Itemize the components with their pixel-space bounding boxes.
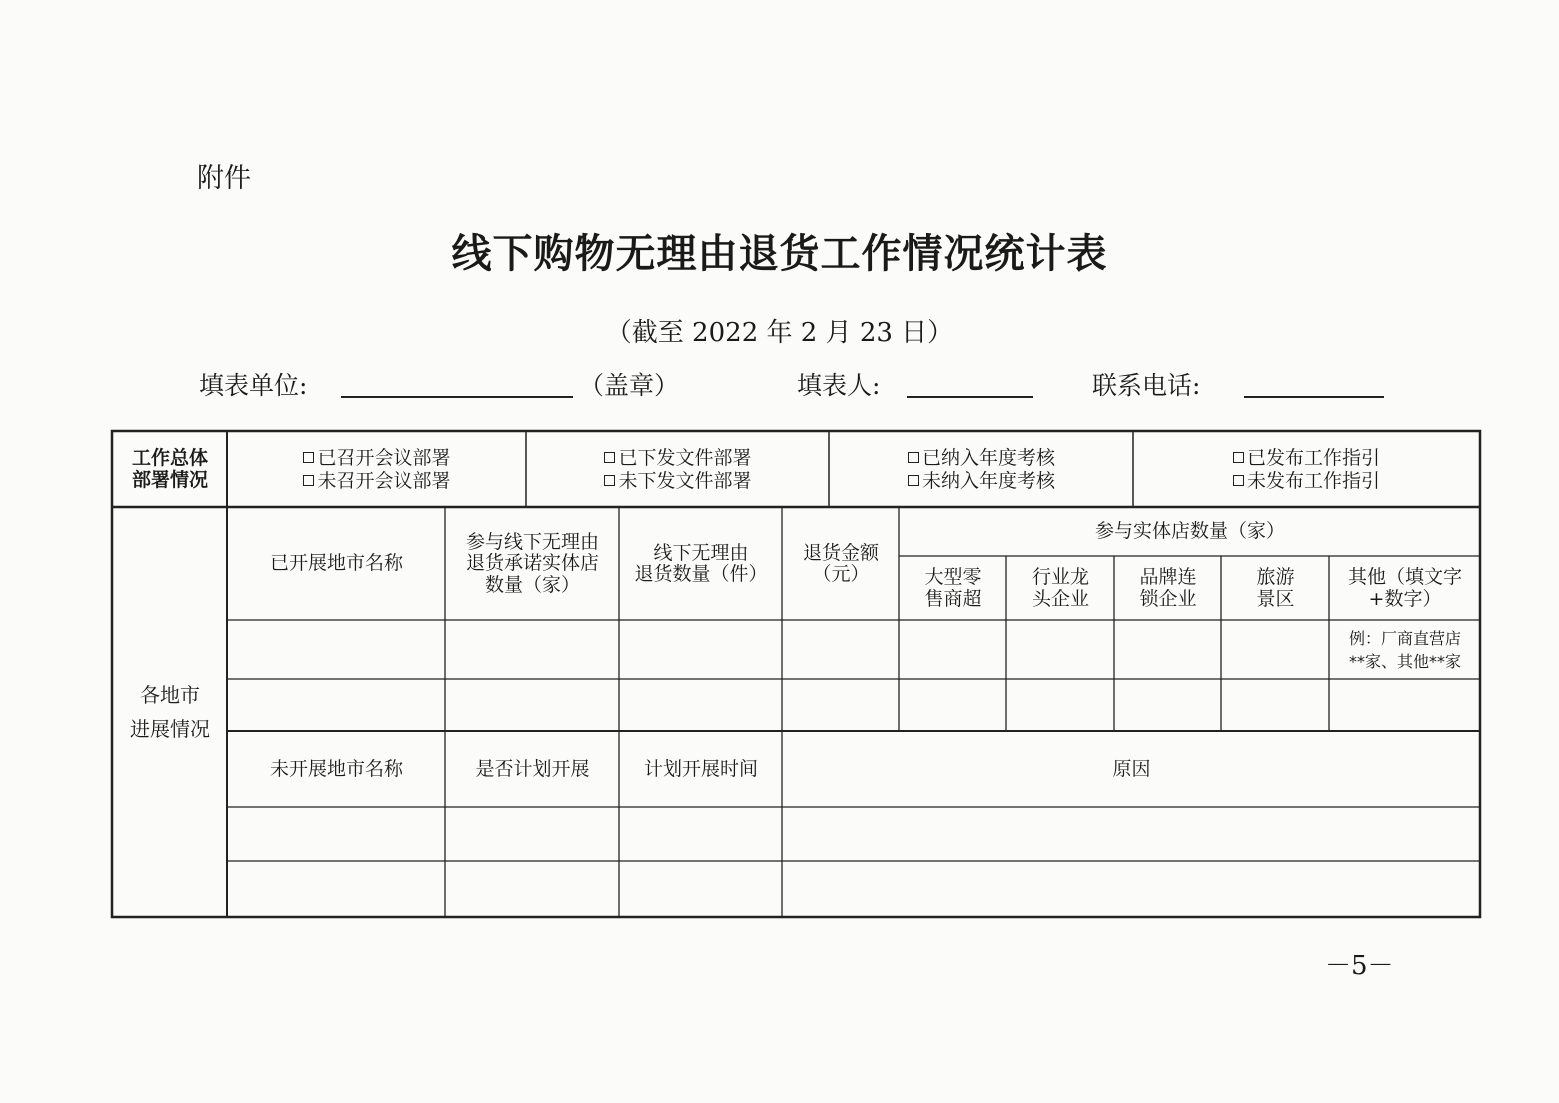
example-note: 例：厂商直营店 **家、其他**家 [1348,628,1461,671]
col-not-started-city: 未开展地市名称 [269,757,403,780]
page-number: －5－ [1325,951,1394,981]
unit-field[interactable] [341,396,573,398]
seal-label: （盖章） [579,371,680,400]
date-subtitle: （截至 2022 年 2 月 23 日） [605,318,954,348]
industry-leader-cell[interactable] [1008,622,1113,678]
deployment-header: 工作总体 部署情况 [131,447,208,491]
deployment-option-meeting [229,433,525,506]
started-city-cell[interactable] [229,681,444,730]
checkbox-icon[interactable] [908,475,919,486]
plan-time-cell[interactable] [621,809,781,860]
checkbox-icon[interactable] [604,452,615,463]
scenic-cell[interactable] [1223,622,1328,678]
checkbox-icon[interactable] [1233,452,1244,463]
committed-stores-cell[interactable] [447,622,618,678]
col-plan-time: 计划开展时间 [643,757,758,780]
page-title: 线下购物无理由退货工作情况统计表 [451,230,1108,277]
col-large-retail: 大型零 售商超 [924,566,982,610]
option-guideline-no[interactable]: 未发布工作指引 [1233,470,1380,493]
progress-header: 各地市 进展情况 [130,683,210,741]
checkbox-icon[interactable] [1233,475,1244,486]
deployment-option-document [528,433,828,506]
option-document-yes[interactable]: 已下发文件部署 [604,447,751,470]
not-started-city-cell[interactable] [229,809,444,860]
large-retail-cell[interactable] [901,681,1005,730]
planned-cell[interactable] [447,863,618,915]
committed-stores-cell[interactable] [447,681,618,730]
deployment-option-guideline [1135,433,1478,506]
planned-cell[interactable] [447,809,618,860]
option-meeting-no[interactable]: 未召开会议部署 [303,470,450,493]
returns-count-cell[interactable] [621,622,781,678]
filler-field[interactable] [907,396,1033,398]
brand-chain-cell[interactable] [1116,681,1220,730]
option-document-no[interactable]: 未下发文件部署 [604,470,751,493]
option-assessment-no[interactable]: 未纳入年度考核 [908,470,1055,493]
brand-chain-cell[interactable] [1116,622,1220,678]
col-started-city: 已开展地市名称 [269,552,403,575]
col-reason: 原因 [1112,757,1151,780]
reason-cell[interactable] [784,863,1479,915]
checkbox-icon[interactable] [303,475,314,486]
col-brand-chain: 品牌连 锁企业 [1139,566,1197,610]
checkbox-icon[interactable] [604,475,615,486]
returns-count-cell[interactable] [621,681,781,730]
phone-label: 联系电话: [1092,371,1201,400]
reason-cell[interactable] [784,809,1479,860]
unit-label: 填表单位: [199,371,308,400]
option-guideline-yes[interactable]: 已发布工作指引 [1233,447,1380,470]
col-scenic: 旅游 景区 [1256,566,1295,610]
col-planned: 是否计划开展 [475,757,590,780]
col-returns-count: 线下无理由 退货数量（件） [634,541,768,585]
col-return-amount: 退货金额 （元） [802,541,879,585]
attachment-label: 附件 [197,163,251,194]
col-committed-stores: 参与线下无理由 退货承诺实体店 数量（家） [465,531,599,596]
started-city-cell[interactable] [229,622,444,678]
other-cell[interactable] [1331,681,1479,730]
return-amount-cell[interactable] [784,681,898,730]
return-amount-cell[interactable] [784,622,898,678]
col-industry-leader: 行业龙 头企业 [1031,566,1089,610]
deployment-option-assessment [831,433,1132,506]
industry-leader-cell[interactable] [1008,681,1113,730]
col-other: 其他（填文字 +数字） [1347,566,1462,610]
plan-time-cell[interactable] [621,863,781,915]
scenic-cell[interactable] [1223,681,1328,730]
fill-in-row [199,366,1399,406]
option-meeting-yes[interactable]: 已召开会议部署 [303,447,450,470]
large-retail-cell[interactable] [901,622,1005,678]
col-store-group: 参与实体店数量（家） [1094,520,1285,543]
not-started-city-cell[interactable] [229,863,444,915]
phone-field[interactable] [1244,396,1384,398]
checkbox-icon[interactable] [908,452,919,463]
filler-label: 填表人: [797,371,881,400]
checkbox-icon[interactable] [303,452,314,463]
option-assessment-yes[interactable]: 已纳入年度考核 [908,447,1055,470]
